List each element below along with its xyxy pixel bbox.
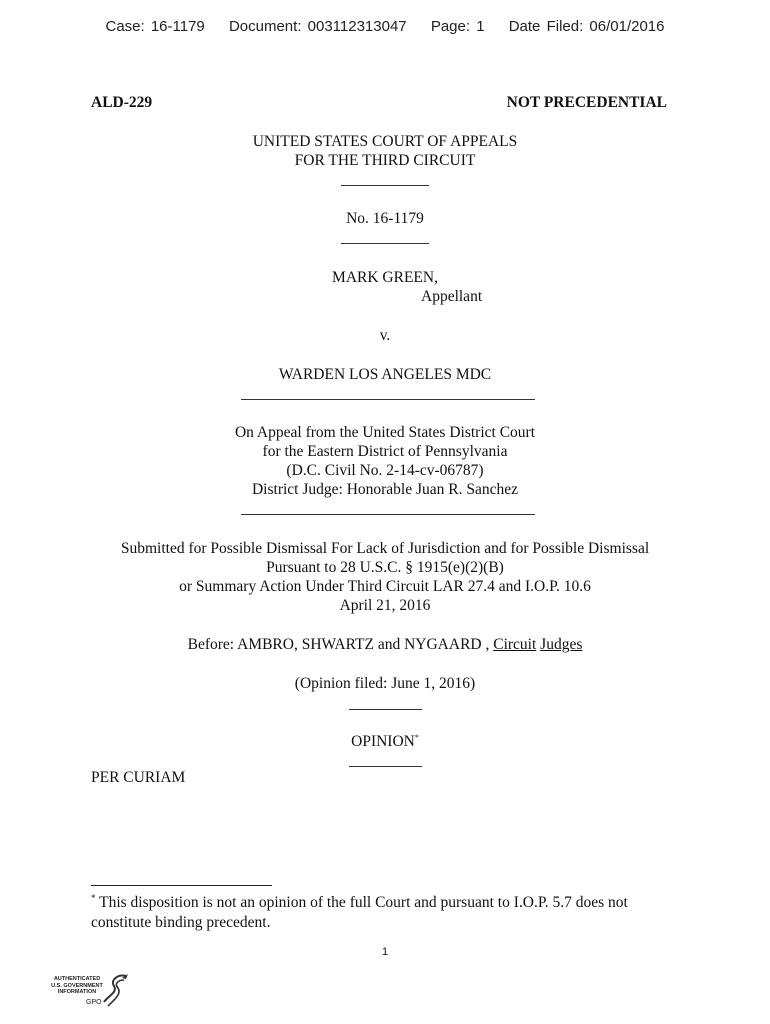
submitted-line-2: Pursuant to 28 U.S.C. § 1915(e)(2)(B) bbox=[266, 559, 504, 576]
footnote-text-1: This disposition is not an opinion of the full Court and pursuant to I.O.P. 5.7 does not bbox=[99, 894, 628, 911]
eagle-icon bbox=[100, 972, 130, 1012]
opinion-title: OPINION bbox=[351, 733, 415, 750]
footnote-ref[interactable]: * bbox=[414, 732, 419, 742]
panel-judges-names: Before: AMBRO, SHWARTZ and NYGAARD , bbox=[187, 636, 490, 653]
court-name: UNITED STATES COURT OF APPEALS bbox=[252, 133, 518, 150]
civil-number: (D.C. Civil No. 2-14-cv-06787) bbox=[286, 462, 484, 479]
submitted-date: April 21, 2016 bbox=[339, 597, 431, 614]
document-number-header: Document: 003112313047 bbox=[228, 18, 407, 35]
date-filed-header: Date Filed: 06/01/2016 bbox=[508, 18, 665, 35]
logo-line-3: INFORMATION bbox=[57, 989, 97, 995]
appeal-origin: On Appeal from the United States District Court bbox=[234, 424, 536, 441]
footnote-mark: * bbox=[91, 892, 96, 903]
submitted-line-1: Submitted for Possible Dismissal For Lack of Jurisdiction and for Possible Dismissal bbox=[120, 540, 650, 557]
opinion-filed-date: (Opinion filed: June 1, 2016) bbox=[294, 675, 476, 692]
panel-judges bbox=[0, 635, 770, 654]
page-number: 1 bbox=[381, 946, 389, 958]
appellant-role: Appellant bbox=[421, 288, 483, 305]
footnote bbox=[91, 893, 681, 933]
divider bbox=[341, 243, 429, 244]
opinion-heading bbox=[0, 732, 770, 751]
ald-number: ALD-229 bbox=[91, 94, 153, 111]
page-header: Page: 1 bbox=[430, 18, 485, 35]
panel-judges-title: Judges bbox=[540, 636, 583, 653]
versus: v. bbox=[379, 327, 391, 344]
logo-gpo: GPO bbox=[86, 999, 102, 1006]
appellee-name: WARDEN LOS ANGELES MDC bbox=[278, 366, 492, 383]
divider bbox=[341, 185, 429, 186]
logo-line-2: U.S. GOVERNMENT bbox=[51, 982, 103, 989]
case-number: No. 16-1179 bbox=[346, 210, 424, 227]
logo-line-1: AUTHENTICATED bbox=[53, 976, 101, 982]
divider bbox=[241, 399, 535, 400]
divider bbox=[241, 514, 535, 515]
divider bbox=[349, 766, 422, 767]
divider bbox=[349, 709, 422, 710]
footnote-text-2: constitute binding precedent. bbox=[91, 914, 271, 931]
appeal-district: for the Eastern District of Pennsylvania bbox=[262, 443, 508, 460]
gpo-authentication-logo bbox=[42, 972, 132, 1018]
panel-circuit: Circuit bbox=[493, 636, 537, 653]
district-judge: District Judge: Honorable Juan R. Sanchez bbox=[251, 481, 519, 498]
per-curiam: PER CURIAM bbox=[91, 769, 186, 786]
appellant-name: MARK GREEN, bbox=[332, 269, 438, 286]
filing-header bbox=[0, 18, 770, 35]
submitted-line-3: or Summary Action Under Third Circuit LAR 27.4 and I.O.P. 10.6 bbox=[179, 578, 591, 595]
footnote-separator bbox=[91, 885, 272, 886]
case-number-header: Case: 16-1179 bbox=[105, 18, 205, 35]
court-circuit: FOR THE THIRD CIRCUIT bbox=[294, 152, 476, 169]
precedential-status: NOT PRECEDENTIAL bbox=[506, 94, 667, 111]
